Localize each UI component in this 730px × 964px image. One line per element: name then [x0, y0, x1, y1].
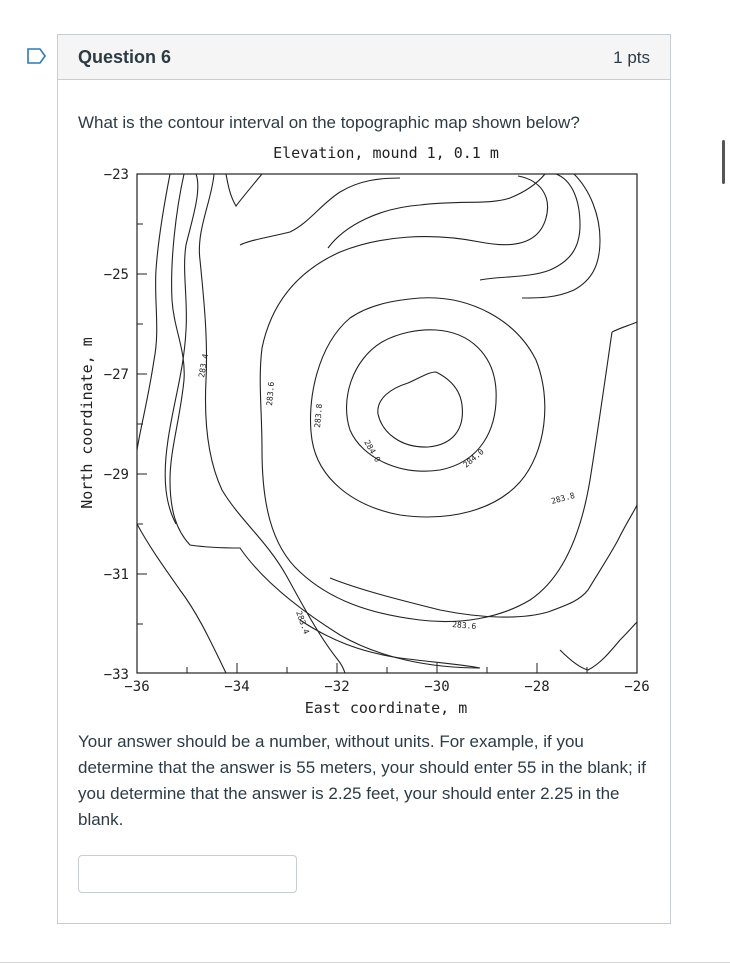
question-text: What is the contour interval on the topographic map shown below?: [78, 113, 580, 132]
y-tick-label: −27: [103, 367, 129, 383]
question-title: Question 6: [78, 47, 172, 67]
topographic-map: [74, 140, 664, 720]
y-tick-label: −23: [103, 167, 129, 183]
contour-line: [170, 174, 480, 668]
contour-line: [560, 622, 637, 670]
x-tick-label: −26: [624, 679, 650, 695]
contour-line: [226, 174, 262, 206]
question-points: 1 pts: [613, 48, 650, 67]
map-ylabel: North coordinate, m: [78, 337, 96, 509]
contour-line: [199, 174, 345, 673]
contour-line: [378, 372, 463, 447]
y-tick-label: −25: [103, 267, 129, 283]
scrollbar-thumb[interactable]: [722, 140, 725, 184]
contour-label: 284.0: [461, 447, 486, 470]
contour-label: 283.4: [197, 353, 211, 379]
question-header: [58, 35, 670, 80]
contour-line: [311, 298, 545, 517]
contour-label: 283.4: [294, 609, 311, 636]
x-tick-label: −28: [524, 679, 550, 695]
flag-question-icon[interactable]: [27, 48, 47, 64]
map-xlabel: East coordinate, m: [304, 699, 468, 717]
y-tick-label: −29: [103, 467, 129, 483]
contour-line: [137, 174, 226, 673]
contour-line: [480, 174, 580, 280]
contour-label: 283.6: [451, 620, 477, 632]
y-axis-ticks: [137, 174, 147, 624]
contour-label: 283.6: [265, 381, 277, 407]
map-frame: [137, 174, 637, 673]
question-instructions: Your answer should be a number, without units. For example, if you determine that the answer is 55 meters, your should enter 55 in the blank; if you determine that the answer is 2.25 feet, your should enter 2.25 in the blank.: [78, 732, 646, 829]
contour-line: [260, 176, 637, 622]
y-tick-label: −31: [103, 567, 129, 583]
bottom-divider: [0, 962, 730, 963]
contour-label: 283.8: [313, 403, 325, 429]
contour-label: 284.0: [362, 438, 383, 464]
x-tick-label: −30: [424, 679, 450, 695]
y-tick-label: −33: [103, 667, 129, 683]
x-axis-ticks: [187, 663, 587, 673]
x-tick-label: −34: [224, 679, 250, 695]
contour-line: [137, 174, 170, 450]
contour-line: [240, 178, 400, 245]
contour-label: 283.8: [550, 491, 576, 506]
map-title: Elevation, mound 1, 0.1 m: [273, 144, 499, 162]
contour-lines: [137, 174, 637, 673]
x-tick-label: −36: [124, 679, 150, 695]
answer-input[interactable]: [78, 855, 297, 893]
x-tick-label: −32: [324, 679, 350, 695]
contour-line: [330, 505, 637, 617]
contour-line: [522, 174, 600, 298]
